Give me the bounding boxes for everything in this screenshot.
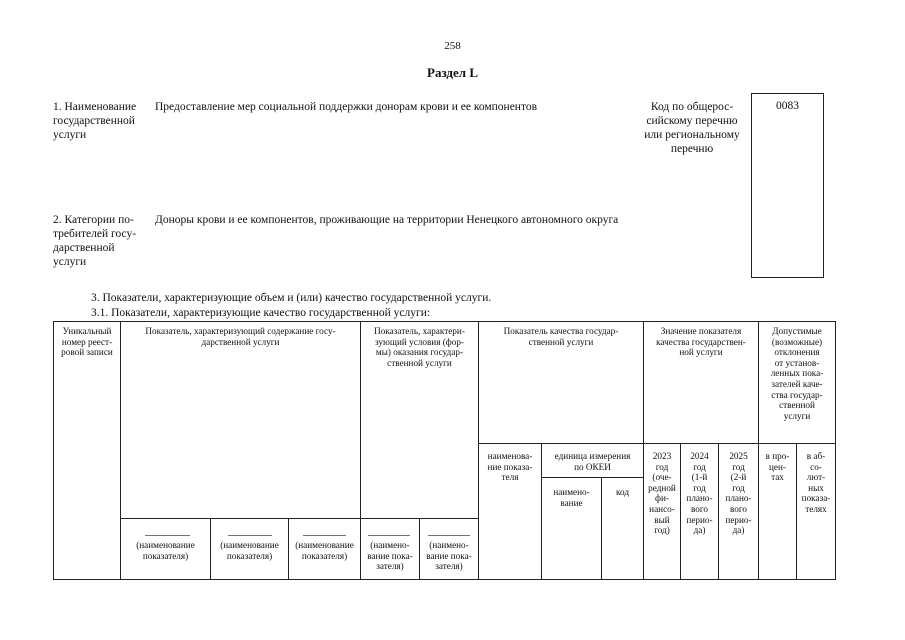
- service-name-label-line: 1. Наименование: [53, 101, 137, 113]
- year-2024-header-line: (1-й: [691, 472, 708, 483]
- condition-indicator-1-line: зателя): [376, 561, 404, 572]
- col-quality-header: [479, 326, 643, 347]
- consumer-categories-value: Доноры крови и ее компонентов, проживающие на территории Ненецкого автономного округа: [155, 214, 619, 226]
- section-title: Раздел L: [427, 65, 478, 80]
- okei-unit-header: [542, 451, 643, 472]
- content-indicator-2-line: показателя): [226, 550, 273, 561]
- col-unique-header-line: номер реест-: [61, 336, 113, 347]
- consumer-categories-label-line: дарственной: [53, 242, 115, 254]
- condition-indicator-2-line: вание пока-: [426, 550, 472, 561]
- year-2023-header-line: вый: [654, 514, 670, 525]
- okei-unit-header-line: по ОКЕИ: [574, 461, 611, 472]
- okei-name-header-line: вание: [560, 497, 583, 508]
- quality-name-header: [479, 451, 541, 483]
- year-2023-header: [644, 451, 680, 536]
- year-2024-header-line: год: [693, 461, 706, 472]
- col-content-header: [121, 326, 360, 347]
- service-name-value: Предоставление мер социальной поддержки донорам крови и ее компонентов: [155, 101, 538, 113]
- dev-percent-header-line: тах: [771, 472, 784, 483]
- page-number: 258: [444, 40, 461, 52]
- col-values-header-line: ной услуги: [679, 347, 723, 358]
- content-indicator-1-line: (наименование: [136, 540, 195, 550]
- col-content-header-line: дарственной услуги: [201, 336, 280, 347]
- col-deviation-header-line: отклонения: [774, 347, 820, 358]
- col-values-header: [644, 326, 758, 358]
- year-2023-header-line: 2023: [652, 451, 672, 461]
- quality-name-header-line: ние показа-: [487, 461, 533, 472]
- condition-indicator-2: [420, 540, 478, 572]
- year-2024-header-line: 2024: [690, 451, 709, 461]
- dev-percent-header-line: цен-: [769, 461, 786, 472]
- col-content-header-line: Показатель, характеризующий содержание госу-: [145, 326, 336, 336]
- okei-name-header-line: наимено-: [553, 487, 590, 497]
- year-2025-header-line: 2025: [729, 451, 748, 461]
- col-deviation-header-line: от установ-: [774, 357, 820, 368]
- col-unique-header-line: Уникальный: [62, 326, 112, 336]
- col-deviation-header-line: Допустимые: [772, 326, 822, 336]
- year-2024-header-line: да): [693, 525, 706, 536]
- dev-absolute-header: [797, 451, 835, 515]
- year-2023-header-line: фи-: [655, 493, 669, 504]
- okei-code-header: код: [616, 487, 629, 497]
- col-unique-header: [54, 326, 120, 358]
- col-deviation-header-line: ства государ-: [771, 389, 823, 400]
- year-2023-header-line: нансо-: [649, 503, 675, 514]
- dev-absolute-header-line: лют-: [806, 472, 826, 483]
- dev-absolute-header-line: показа-: [801, 493, 831, 504]
- year-2025-header-line: да): [732, 525, 745, 536]
- dev-absolute-header-line: телях: [805, 503, 827, 514]
- year-2024-header-line: перио-: [686, 514, 713, 525]
- col-deviation-header-line: (возможные): [771, 336, 823, 347]
- year-2025-header-line: вого: [729, 503, 747, 514]
- content-indicator-3-line: показателя): [301, 550, 348, 561]
- code-ref-value: 0083: [776, 100, 799, 112]
- col-conditions-header-line: Показатель, характери-: [374, 326, 465, 336]
- year-2025-header: [719, 451, 758, 536]
- year-2025-header-line: перио-: [725, 514, 752, 525]
- dev-absolute-header-line: со-: [810, 461, 822, 472]
- year-2023-header-line: редной: [648, 482, 676, 493]
- col-deviation-header-line: услуги: [783, 410, 811, 421]
- col-values-header-line: качества государствен-: [656, 336, 746, 347]
- col-quality-header-line: Показатель качества государ-: [503, 326, 619, 336]
- year-2024-header-line: год: [693, 482, 706, 493]
- col-conditions-header-line: зующий условия (фор-: [375, 336, 464, 347]
- dev-absolute-header-line: ных: [808, 482, 824, 493]
- section3-heading: 3. Показатели, характеризующие объем и (или) качество государственной услуги.: [91, 292, 492, 304]
- consumer-categories-label-line: требителей госу-: [53, 228, 137, 240]
- col-conditions-header-line: ственной услуги: [387, 357, 452, 368]
- year-2024-header-line: вого: [690, 503, 708, 514]
- code-ref-label-line: перечню: [670, 143, 714, 155]
- dev-percent-header: [759, 451, 796, 483]
- content-indicator-2: [211, 540, 288, 561]
- year-2025-header-line: год: [732, 482, 745, 493]
- year-2024-header-line: плано-: [686, 493, 713, 504]
- year-2023-header-line: (оче-: [652, 472, 672, 483]
- condition-indicator-1-line: (наимено-: [370, 540, 410, 550]
- year-2023-header-line: год): [654, 525, 670, 536]
- service-name-label-line: услуги: [53, 129, 87, 141]
- condition-indicator-2-line: (наимено-: [429, 540, 469, 550]
- content-indicator-1-line: показателя): [142, 550, 189, 561]
- okei-unit-header-line: единица измерения: [554, 451, 631, 461]
- col-quality-header-line: ственной услуги: [528, 336, 594, 347]
- col-deviation-header-line: ленных пока-: [770, 368, 824, 379]
- code-ref-label-line: сийскому перечню: [646, 115, 738, 127]
- content-indicator-3-line: (наименование: [295, 540, 354, 550]
- col-values-header-line: Значение показателя: [660, 326, 742, 336]
- dev-percent-header-line: в про-: [765, 451, 790, 461]
- dev-absolute-header-line: в аб-: [806, 451, 826, 461]
- condition-indicator-1: [361, 540, 419, 572]
- code-ref-label-line: Код по общерос-: [650, 101, 734, 113]
- year-2025-header-line: плано-: [725, 493, 752, 504]
- consumer-categories-label-line: 2. Категории по-: [53, 214, 134, 226]
- col-deviation-header-line: зателей каче-: [771, 378, 823, 389]
- year-2023-header-line: год: [655, 461, 669, 472]
- content-indicator-1: [121, 540, 210, 561]
- content-indicator-3: [289, 540, 360, 561]
- content-indicator-2-line: (наименование: [220, 540, 279, 550]
- consumer-categories-label-line: услуги: [53, 256, 87, 268]
- condition-indicator-1-line: вание пока-: [367, 550, 413, 561]
- service-name-label-line: государственной: [53, 115, 135, 127]
- code-ref-label-line: или региональному: [644, 129, 740, 141]
- okei-name-header: [542, 487, 601, 508]
- col-deviation-header-line: ственной: [779, 400, 815, 411]
- year-2025-header-line: год: [732, 461, 745, 472]
- year-2025-header-line: (2-й: [730, 472, 747, 483]
- col-unique-header-line: ровой записи: [61, 347, 113, 358]
- col-conditions-header-line: мы) оказания государ-: [375, 347, 464, 358]
- year-2024-header: [681, 451, 718, 536]
- quality-name-header-line: теля: [501, 472, 519, 483]
- quality-name-header-line: наименова-: [487, 451, 533, 461]
- condition-indicator-2-line: зателя): [435, 561, 463, 572]
- section31-heading: 3.1. Показатели, характеризующие качество государственной услуги:: [91, 307, 431, 319]
- col-deviation-header: [759, 326, 835, 421]
- col-conditions-header: [361, 326, 478, 368]
